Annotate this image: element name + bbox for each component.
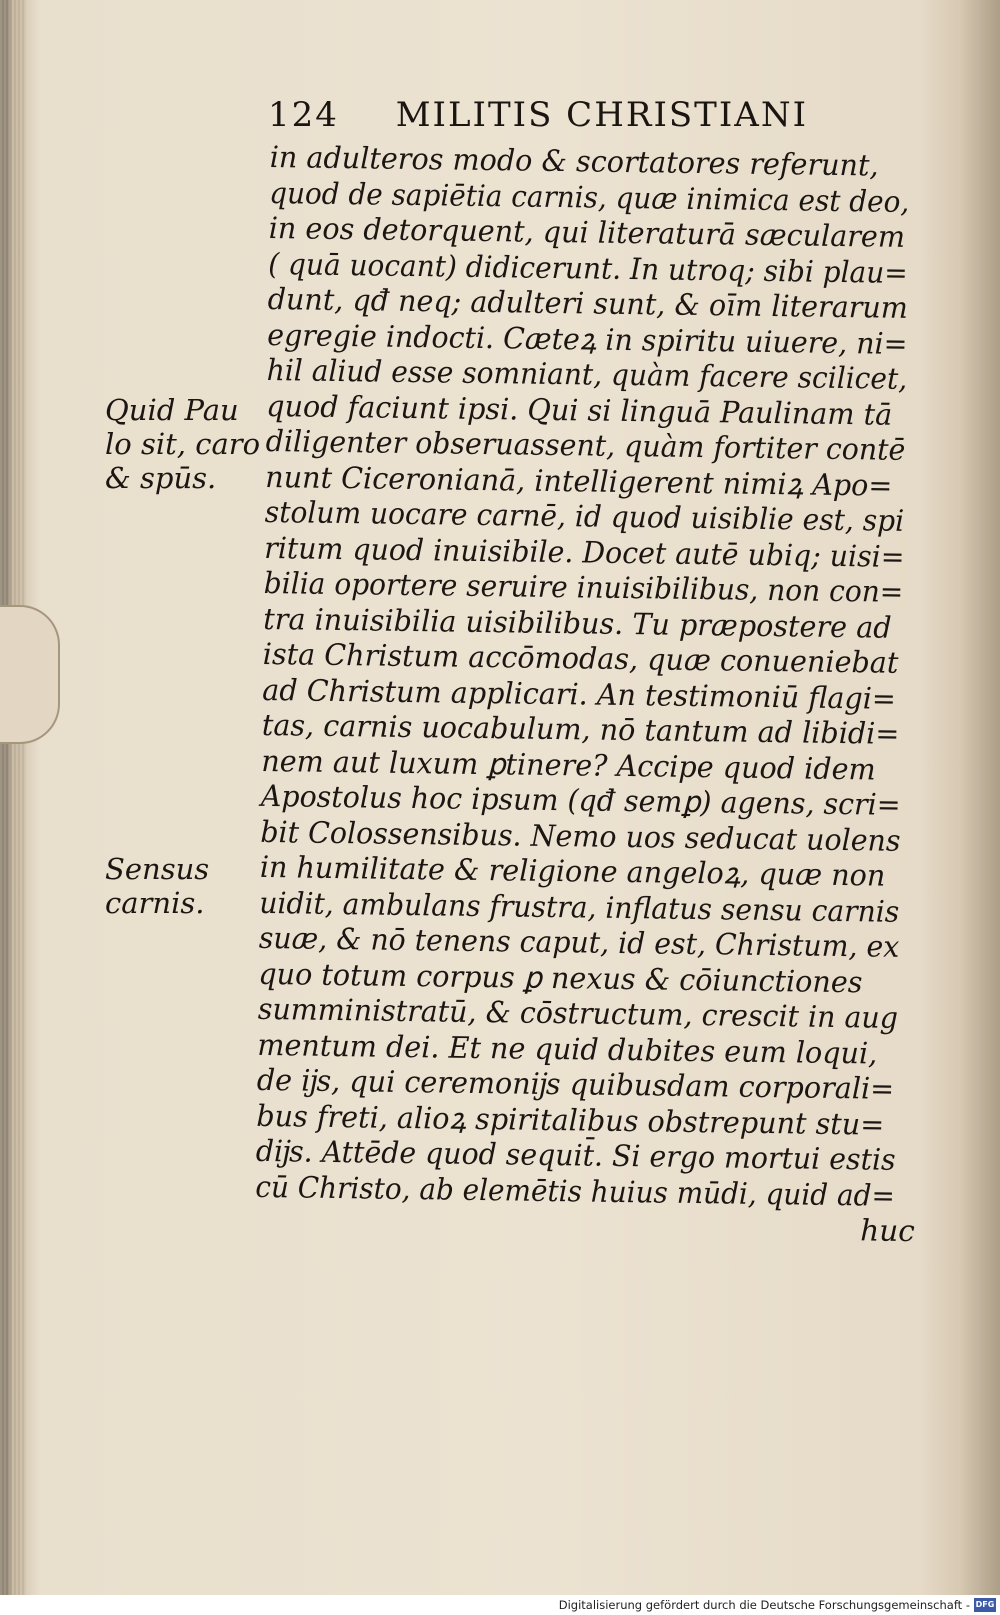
text-line: nunt Ciceronianā, intelligerent nimiꝝ Apo= [265, 459, 893, 503]
text-line: bus freti, alioꝝ spiritalibus obstrepunt stu= [256, 1098, 885, 1142]
marginal-line: Quid Pau [105, 393, 239, 427]
running-head [268, 95, 918, 145]
text-line: tas, carnis uocabulum, nō tantum ad libidi= [261, 707, 900, 751]
text-line: nem aut luxum ꝑtinere? Accipe quod idem [261, 743, 876, 787]
text-line: stolum uocare carnē, id quod uisiblie est, spi [264, 494, 905, 538]
body-text-block [255, 140, 930, 1250]
marginal-line: lo sit, caro [105, 427, 261, 461]
gutter-shadow [960, 0, 1000, 1595]
text-line: Apostolus hoc ipsum (qđ semꝑ) agens, scri= [260, 778, 901, 822]
footer-credit: Digitalisierung gefördert durch die Deutsche Forschungsgemeinschaft - [558, 1598, 970, 1612]
text-line: quod de sapiētia carnis, quæ inimica est deo, [269, 175, 910, 219]
index-tab-outline [0, 605, 60, 744]
text-line: quod faciunt ipsi. Qui si linguā Paulinam tā [266, 388, 893, 432]
text-line: in humilitate & religione angeloꝝ, quæ non [259, 849, 886, 893]
text-line: dunt, qđ neq; adulteri sunt, & oīm literarum [267, 281, 909, 325]
text-line: hil aliud esse somniant, quàm facere scilicet, [266, 352, 908, 396]
text-line: cū Christo, ab elemētis huius mūdi, quid ad= [255, 1169, 896, 1213]
text-line: bilia oportere seruire inuisibilibus, non con= [263, 565, 904, 609]
marginal-note-1 [105, 393, 260, 495]
page-number: 124 [268, 95, 339, 135]
marginal-line: Sensus [105, 852, 210, 886]
text-line: dĳs. Attēde quod sequit̄. Si ergo mortui estis [255, 1133, 896, 1177]
text-line: ritum quod inuisibile. Docet autē ubiq; uisi= [264, 530, 905, 574]
digitization-footer [0, 1595, 1000, 1615]
catchword: huc [860, 1213, 916, 1249]
marginal-line: carnis. [105, 886, 205, 920]
text-line: quo totum corpus ꝑ nexus & cōiunctiones [258, 956, 863, 999]
page-stack-edge [0, 0, 26, 1595]
text-line: egregie indocti. Cæteꝝ in spiritu uiuere, ni= [267, 317, 908, 361]
text-line: suæ, & nō tenens caput, id est, Christum, ex [258, 920, 900, 964]
text-line: diligenter obseruassent, quàm fortiter contē [265, 423, 906, 467]
text-line: in adulteros modo & scortatores referunt, [269, 140, 879, 183]
marginal-note-2 [105, 852, 209, 920]
text-line: bit Colossensibus. Nemo uos seducat uolens [260, 814, 901, 858]
text-line: uidit, ambulans frustra, inflatus sensu carnis [259, 885, 900, 929]
text-line: ista Christum accōmodas, quæ conueniebat [262, 636, 899, 680]
text-line: in eos detorquent, qui literaturā sæcularem [268, 210, 906, 254]
text-line: de ĳs, qui ceremonĳs quibusdam corporali= [256, 1062, 895, 1106]
text-line: tra inuisibilia uisibilibus. Tu præpostere ad [263, 601, 892, 645]
marginal-line: & spūs. [105, 461, 217, 495]
text-line: mentum dei. Et ne quid dubites eum loqui, [257, 1027, 878, 1071]
running-title: MILITIS CHRISTIANI [395, 95, 809, 135]
text-line: ( quā uocant) didicerunt. In utroq; sibi plau= [268, 246, 908, 290]
text-line: sumministratū, & cōstructum, crescit in aug [257, 991, 899, 1035]
dfg-logo: DFG [974, 1598, 996, 1612]
text-line: ad Christum applicari. An testimoniū flagi= [262, 672, 897, 716]
